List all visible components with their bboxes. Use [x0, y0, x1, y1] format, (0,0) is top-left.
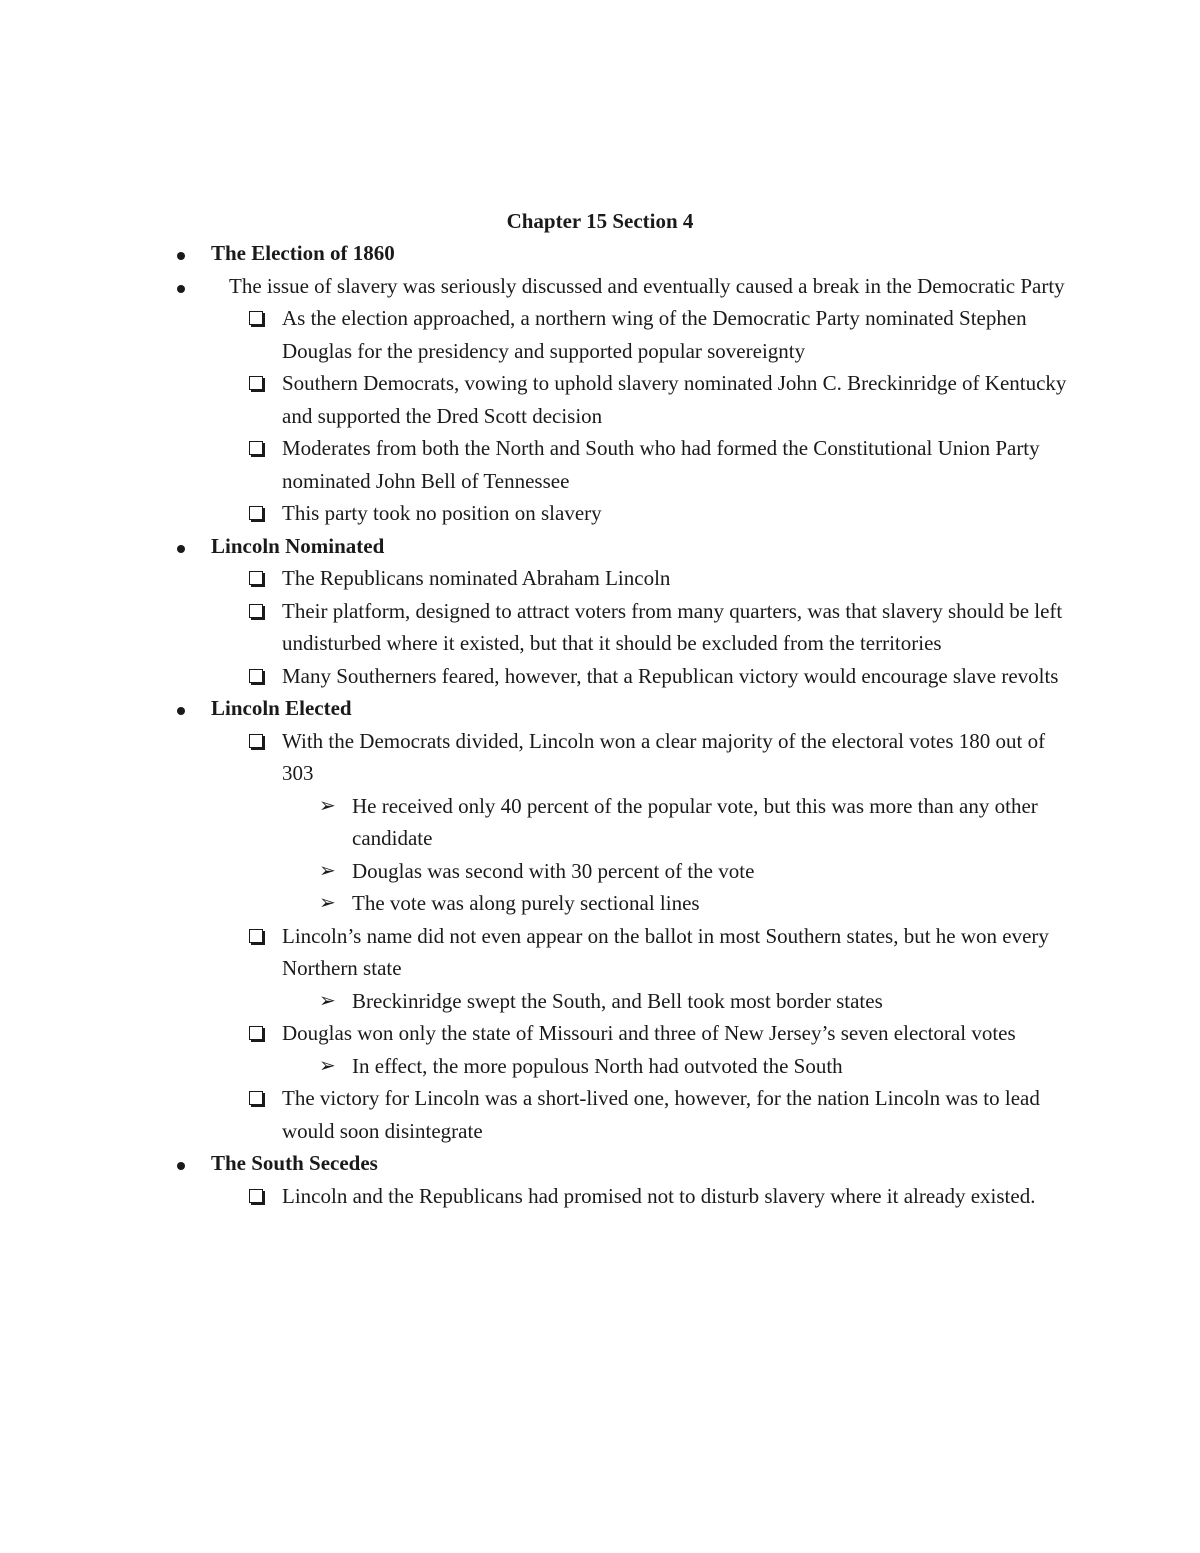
list-item-text: As the election approached, a northern wing of the Democratic Party nominated Stephen Douglas for the presidency and supported popular sovereignty — [282, 306, 1027, 363]
list-item-text: The Republicans nominated Abraham Lincoln — [282, 566, 671, 590]
list-item — [0, 270, 1071, 303]
checkbox-bullet-icon — [249, 660, 263, 693]
list-item — [0, 367, 1072, 432]
list-item-text: This party took no position on slavery — [282, 501, 602, 525]
list-item — [0, 660, 1072, 693]
arrow-bullet-icon: ➢ — [319, 859, 336, 882]
arrow-bullet-icon: ➢ — [319, 892, 336, 914]
list-item-text: Douglas was second with 30 percent of the vote — [352, 858, 755, 883]
list-item-text: Douglas won only the state of Missouri and three of New Jersey’s seven electoral votes — [282, 1021, 1016, 1045]
arrow-bullet-icon: ➢ — [319, 1054, 336, 1077]
list-item-text: Their platform, designed to attract voters from many quarters, was that slavery should be left undisturbed where it existed, but that it should be excluded from the territories — [282, 598, 1063, 655]
list-item — [0, 1180, 1072, 1213]
list-item — [0, 1147, 1071, 1180]
list-item — [0, 1017, 1072, 1050]
checkbox-bullet-icon — [249, 1180, 263, 1213]
page-title: Chapter 15 Section 4 — [506, 209, 694, 233]
list-item — [0, 1050, 1072, 1083]
list-item-text: Lincoln and the Republicans had promised not to disturb slavery where it already existed. — [282, 1183, 1036, 1208]
list-item — [0, 855, 1072, 888]
checkbox-bullet-icon — [249, 497, 263, 530]
list-item-text: The vote was along purely sectional lines — [352, 891, 700, 915]
bullet-icon — [177, 270, 185, 303]
list-item — [0, 920, 1072, 985]
list-item-text: Lincoln Elected — [211, 696, 352, 720]
list-item — [0, 595, 1072, 660]
list-item-text: Southern Democrats, vowing to uphold slavery nominated John C. Breckinridge of Kentucky and supported the Dred Scott decision — [282, 371, 1067, 428]
bullet-icon — [177, 1147, 185, 1180]
list-item-text: The South Secedes — [211, 1151, 378, 1175]
bullet-icon — [177, 692, 185, 725]
list-item-text: Lincoln Nominated — [211, 533, 385, 558]
list-item-text: He received only 40 percent of the popular vote, but this was more than any other candidate — [352, 793, 1038, 850]
list-item-text: The Election of 1860 — [211, 241, 395, 265]
checkbox-bullet-icon — [249, 1017, 263, 1050]
list-item — [0, 1082, 1072, 1147]
list-item-text: Lincoln’s name did not even appear on the ballot in most Southern states, but he won every Northern state — [282, 923, 1049, 980]
list-item — [0, 790, 1072, 855]
list-item — [0, 237, 1071, 270]
arrow-bullet-icon: ➢ — [319, 989, 336, 1012]
list-item — [0, 692, 1071, 725]
checkbox-bullet-icon — [249, 1082, 263, 1115]
list-item-text: With the Democrats divided, Lincoln won a clear majority of the electoral votes 180 out of 303 — [282, 728, 1046, 785]
list-item-text: The victory for Lincoln was a short-lived one, however, for the nation Lincoln was to lead would soon disintegrate — [282, 1086, 1040, 1143]
checkbox-bullet-icon — [249, 562, 263, 595]
list-item — [0, 725, 1072, 790]
bullet-icon — [177, 237, 185, 270]
list-item — [0, 530, 1071, 563]
checkbox-bullet-icon — [249, 595, 263, 628]
list-item — [0, 432, 1072, 497]
bullet-icon — [177, 530, 185, 563]
arrow-bullet-icon: ➢ — [319, 794, 336, 817]
checkbox-bullet-icon — [249, 302, 263, 335]
list-item — [0, 562, 1072, 595]
list-item — [0, 497, 1072, 530]
checkbox-bullet-icon — [249, 367, 263, 400]
list-item-text: The issue of slavery was seriously discussed and eventually caused a break in the Democratic Party — [229, 273, 1065, 298]
checkbox-bullet-icon — [249, 920, 263, 953]
list-item-text: In effect, the more populous North had outvoted the South — [352, 1053, 843, 1078]
list-item-text: Many Southerners feared, however, that a Republican victory would encourage slave revolts — [282, 663, 1059, 688]
list-item-text: Moderates from both the North and South who had formed the Constitutional Union Party nominated John Bell of Tennessee — [282, 436, 1040, 493]
list-item — [0, 887, 1072, 920]
checkbox-bullet-icon — [249, 432, 263, 465]
list-item-text: Breckinridge swept the South, and Bell took most border states — [352, 988, 883, 1013]
list-item — [0, 302, 1072, 367]
outline-list — [0, 237, 1200, 1212]
list-item — [0, 985, 1072, 1018]
checkbox-bullet-icon — [249, 725, 263, 758]
